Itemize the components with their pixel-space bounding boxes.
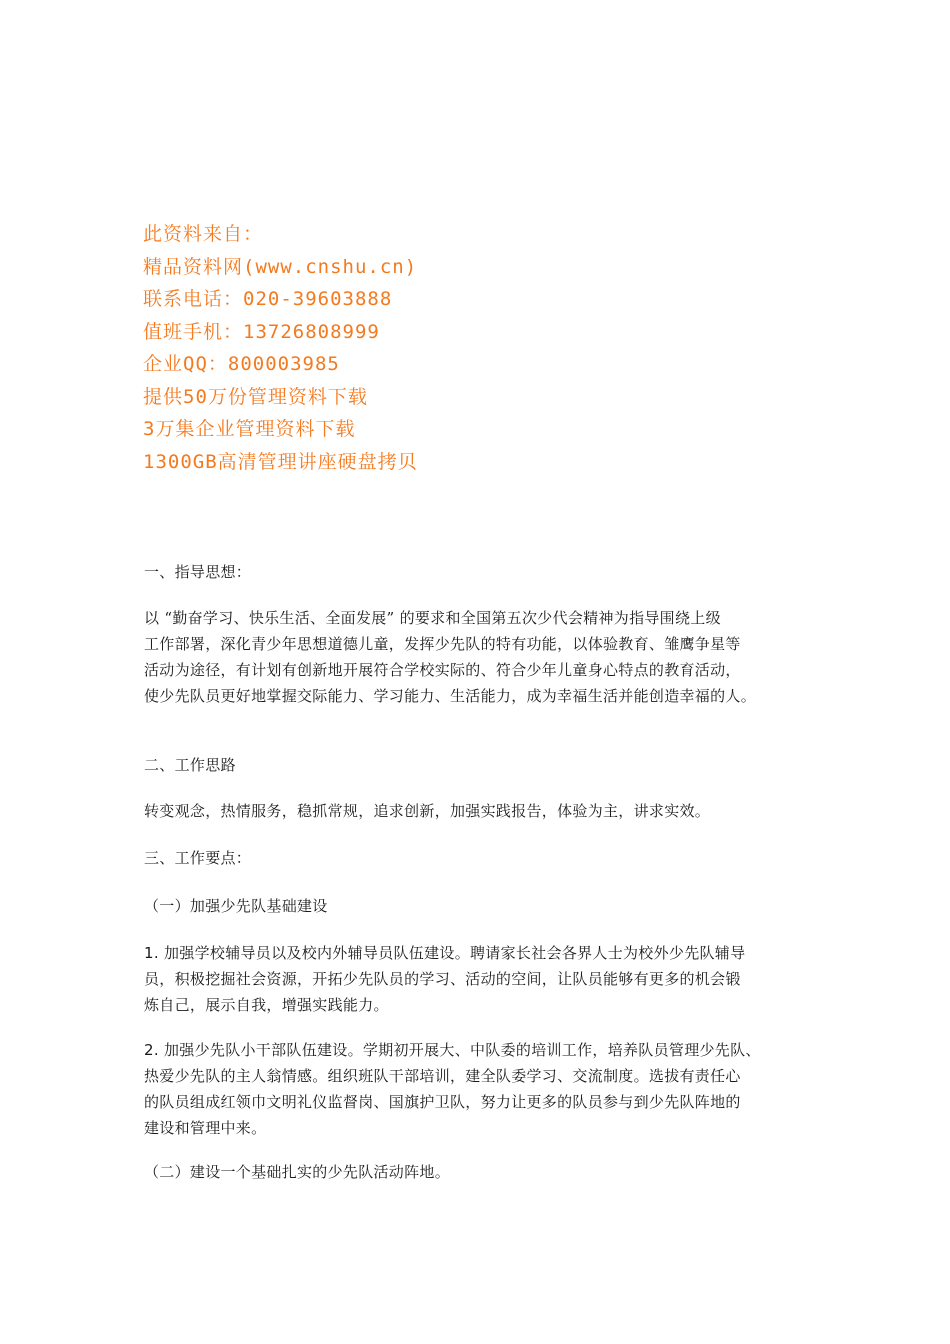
source-notice [143, 218, 643, 478]
paragraph-line: 工作部署，深化青少年思想道德儿童，发挥少先队的特有功能，以体验教育、雏鹰争星等 [144, 635, 741, 653]
subsection-heading: （二）建设一个基础扎实的少先队活动阵地。 [144, 1163, 451, 1181]
paragraph-line: 使少先队员更好地掌握交际能力、学习能力、生活能力，成为幸福生活并能创造幸福的人。 [144, 687, 757, 705]
paragraph: 转变观念，热情服务，稳抓常规，追求创新，加强实践报告，体验为主，讲求实效。 [144, 802, 711, 820]
source-notice-line: 此资料来自： [143, 223, 264, 245]
item-number: 1. [144, 944, 159, 962]
section-heading: 一、指导思想： [144, 563, 252, 581]
paragraph-line: 以 “勤奋学习、快乐生活、全面发展” 的要求和全国第五次少代会精神为指导围绕上级 [144, 609, 721, 627]
list-item [144, 1037, 824, 1141]
paragraph-line: 加强少先队小干部队伍建设。学期初开展大、中队委的培训工作，培养队员管理少先队、 [158, 1041, 761, 1059]
list-item [144, 940, 824, 1018]
paragraph-line: 活动为途径，有计划有创新地开展符合学校实际的、符合少年儿童身心特点的教育活动， [144, 661, 741, 679]
source-notice-line: 3万集企业管理资料下载 [143, 418, 356, 440]
section-heading: 三、工作要点： [144, 849, 252, 867]
source-notice-line: 值班手机：13726808999 [143, 320, 380, 343]
source-notice-line: 精品资料网(www.cnshu.cn) [143, 255, 418, 278]
paragraph-line: 员，积极挖掘社会资源，开拓少先队员的学习、活动的空间，让队员能够有更多的机会锻 [144, 970, 741, 988]
section-heading: 二、工作思路 [144, 756, 236, 774]
source-notice-line: 联系电话：020-39603888 [143, 288, 393, 310]
paragraph-line: 炼自己，展示自我，增强实践能力。 [144, 996, 389, 1014]
paragraph-line: 建设和管理中来。 [144, 1119, 267, 1137]
paragraph-line: 加强学校辅导员以及校内外辅导员队伍建设。聘请家长社会各界人士为校外少先队辅导 [158, 944, 746, 962]
paragraph-line: 热爱少先队的主人翁情感。组织班队干部培训，建全队委学习、交流制度。选拔有责任心 [144, 1067, 741, 1085]
source-notice-line: 企业QQ：800003985 [143, 353, 340, 375]
paragraph-line: 的队员组成红领巾文明礼仪监督岗、国旗护卫队，努力让更多的队员参与到少先队阵地的 [144, 1093, 741, 1111]
subsection-heading: （一）加强少先队基础建设 [144, 897, 328, 915]
item-number: 2. [144, 1041, 159, 1059]
source-notice-line: 1300GB高清管理讲座硬盘拷贝 [143, 450, 418, 473]
paragraph [144, 605, 824, 709]
source-notice-line: 提供50万份管理资料下载 [143, 385, 368, 408]
